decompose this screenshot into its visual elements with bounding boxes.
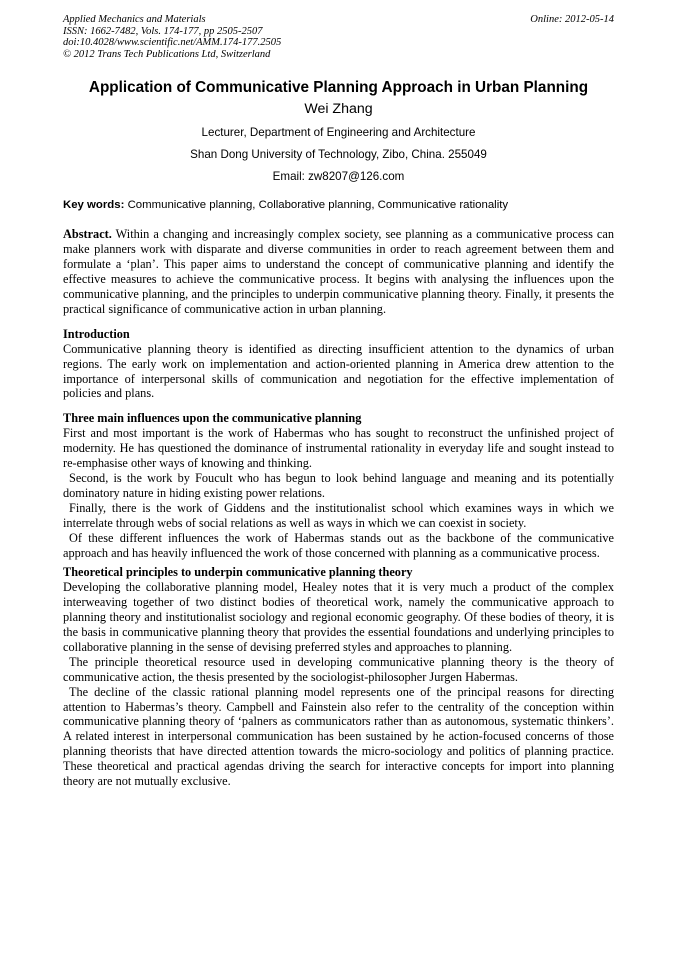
abstract-text: Within a changing and increasingly complex society, see planning as a communicative process can make planners work with disparate and diverse communities in order to reach agreement between them and formulate a ‘plan’. This paper aims to understand the concept of communicative planning and identify the effective measures to achieve the communicative process. It begins with analysing the influences upon the communicative planning, and the principles to underpin communicative planning theory. Finally, it presents the practical significance of communicative action in urban planning.: [63, 227, 614, 316]
journal-doi: doi:10.4028/www.scientific.net/AMM.174-177.2505: [63, 37, 282, 49]
author-affiliation: [63, 125, 614, 191]
affiliation-university: Shan Dong University of Technology, Zibo, China. 255049: [190, 148, 487, 162]
section-heading: Introduction: [63, 326, 130, 341]
paragraph: First and most important is the work of Habermas who has sought to reconstruct the unfinished project of modernity. He has questioned the dominance of instrumental rationality in everyday life and sought instead to re-emphasise other ways of knowing and thinking.: [63, 426, 614, 471]
keywords-label: Key words:: [63, 199, 125, 212]
paragraph: The decline of the classic rational planning model represents one of the principal reasons for directing attention to Habermas’s theory. Campbell and Fainstein also refer to the centrality of the conception within communicative planning theory of ‘palners as communicators rather than as autonomous, systematic thinkers’. A related interest in interpersonal communication has been sustained by he action-focused concerns of those planning theorists that have directed attention towards the micro-sociology and politics of planning practice. These theoretical and practical agendas driving the search for interactive concepts for import into planning theory are not mutually exclusive.: [63, 684, 614, 789]
paragraph: Communicative planning theory is identified as directing insufficient attention to the dynamics of urban regions. The early work on implementation and action-oriented planning in America drew attention to the importance of interpersonal skills of communication and negotiation for the effective implementation of policies and plans.: [63, 341, 614, 401]
journal-issn: ISSN: 1662-7482, Vols. 174-177, pp 2505-2507: [63, 25, 263, 37]
journal-header: [63, 14, 614, 60]
section-heading: Three main influences upon the communicative planning: [63, 411, 362, 426]
section-introduction: [63, 327, 614, 402]
author-email: Email: zw8207@126.com: [272, 170, 405, 184]
paragraph: The principle theoretical resource used in developing communicative planning theory is the theory of communicative action, the thesis presented by the sociologist-philosopher Jurgen Habermas.: [63, 654, 614, 684]
paragraph: Developing the collaborative planning model, Healey notes that it is very much a product of the complex interweaving together of two distinct bodies of theoretical work, namely the communicative approach to planning theory and institutionalist sociology and regional economic geography. Of these bodies of theory, it is the basis in communicative planning theory that provides the essential foundations and underlying principles to collaborative planning in the sense of devising preferred styles and approaches to planning.: [63, 580, 614, 654]
keywords-text: Communicative planning, Collaborative planning, Communicative rationality: [127, 199, 509, 212]
paragraph: Finally, there is the work of Giddens and the institutionalist school which examines ways in which we interrelate through webs of social relations as well as ways in which we can coexist in society.: [63, 500, 614, 530]
paper-author: Wei Zhang: [304, 101, 373, 118]
section-heading: Theoretical principles to underpin communicative planning theory: [63, 565, 413, 580]
paper-title: Application of Communicative Planning Approach in Urban Planning: [88, 79, 589, 97]
affiliation-department: Lecturer, Department of Engineering and Architecture: [201, 126, 476, 140]
paper-page: [63, 14, 614, 789]
online-date: Online: 2012-05-14: [530, 14, 614, 25]
section-influences: [63, 411, 614, 560]
journal-copyright: © 2012 Trans Tech Publications Ltd, Switzerland: [63, 48, 271, 60]
journal-name: Applied Mechanics and Materials: [63, 14, 206, 25]
keywords: [63, 198, 614, 212]
section-theoretical-principles: [63, 565, 614, 789]
abstract: [63, 227, 614, 316]
abstract-label: Abstract.: [63, 227, 112, 242]
paragraph: Second, is the work by Foucult who has begun to look behind language and meaning and its potentially dominatory nature in hiding existing power relations.: [63, 470, 614, 500]
paragraph: Of these different influences the work of Habermas stands out as the backbone of the communicative approach and has heavily influenced the work of those concerned with planning as a communicative process.: [63, 530, 614, 560]
